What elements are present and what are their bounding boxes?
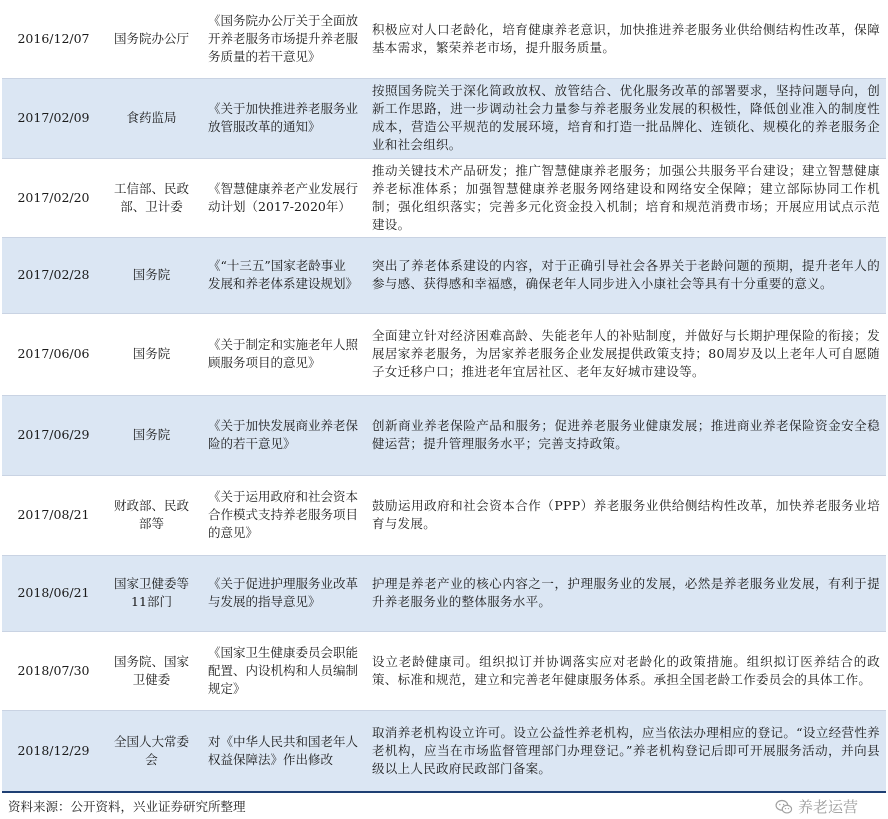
table-row xyxy=(2,475,886,555)
row-date: 2017/02/20 xyxy=(17,189,90,205)
table-row xyxy=(2,313,886,395)
row-document: 《关于运用政府和社会资本合作模式支持养老服务项目的意见》 xyxy=(208,489,359,540)
row-issuer: 国务院 xyxy=(132,267,171,282)
row-issuer: 国务院、国家卫健委 xyxy=(113,653,189,687)
policy-table-body xyxy=(2,0,886,792)
row-content: 护理是养老产业的核心内容之一，护理服务业的发展，必然是养老服务业发展，有利于提升养老服务业的整体服务水平。 xyxy=(372,576,880,609)
row-issuer: 国务院 xyxy=(132,346,171,361)
row-document: 《国务院办公厅关于全面放开养老服务市场提升养老服务质量的若干意见》 xyxy=(208,12,359,64)
row-content: 全面建立针对经济困难高龄、失能老年人的补贴制度，并做好与长期护理保险的衔接；发展居家养老服务，为居家养老服务企业发展提供政策支持；80周岁及以上老年人可自愿随子女迁移户口；推进老年宜居社区、老年友好城市建设等。 xyxy=(372,328,880,379)
row-issuer: 国务院 xyxy=(132,427,171,442)
row-date: 2018/06/21 xyxy=(17,585,90,600)
source-note: 资料来源：公开资料，兴业证券研究所整理 xyxy=(8,799,246,814)
row-date: 2016/12/07 xyxy=(17,30,90,46)
row-document: 《关于制定和实施老年人照顾服务项目的意见》 xyxy=(208,337,359,370)
table-row xyxy=(2,395,886,475)
row-document: 《智慧健康养老产业发展行动计划（2017-2020年） xyxy=(208,180,359,214)
watermark-text: 养老运营 xyxy=(797,798,858,816)
row-document: 《“十三五”国家老龄事业发展和养老体系建设规划》 xyxy=(208,258,359,291)
table-row xyxy=(2,78,886,158)
table-row xyxy=(2,710,886,792)
row-date: 2018/07/30 xyxy=(17,662,90,678)
row-issuer: 国家卫健委等11部门 xyxy=(113,576,189,609)
row-content: 鼓励运用政府和社会资本合作（PPP）养老服务业供给侧结构性改革，加快养老服务业培育与发展。 xyxy=(372,498,880,531)
row-content: 积极应对人口老龄化，培育健康养老意识，加快推进养老服务业供给侧结构性改革，保障基本需求，繁荣养老市场，提升服务质量。 xyxy=(372,21,880,55)
row-date: 2017/02/09 xyxy=(17,110,90,125)
row-issuer: 工信部、民政部、卫计委 xyxy=(113,180,189,214)
row-date: 2017/02/28 xyxy=(17,267,90,282)
row-date: 2017/06/29 xyxy=(17,427,90,442)
row-document: 对《中华人民共和国老年人权益保障法》作出修改 xyxy=(208,733,359,767)
watermark xyxy=(770,796,862,817)
policy-table xyxy=(2,0,886,793)
row-issuer: 全国人大常委会 xyxy=(113,733,189,767)
row-date: 2018/12/29 xyxy=(17,742,90,758)
row-document: 《关于促进护理服务业改革与发展的指导意见》 xyxy=(208,576,359,609)
table-row xyxy=(2,555,886,631)
row-document: 《关于加快发展商业养老保险的若干意见》 xyxy=(208,418,359,451)
row-document: 《国家卫生健康委员会职能配置、内设机构和人员编制规定》 xyxy=(208,644,359,696)
wechat-icon xyxy=(774,797,794,817)
row-issuer: 财政部、民政部等 xyxy=(113,498,189,531)
table-row xyxy=(2,631,886,710)
row-content: 设立老龄健康司。组织拟订并协调落实应对老龄化的政策措施。组织拟订医养结合的政策、标准和规范，建立和完善老年健康服务体系。承担全国老龄工作委员会的具体工作。 xyxy=(372,653,880,687)
row-content: 按照国务院关于深化简政放权、放管结合、优化服务改革的部署要求，坚持问题导向，创新工作思路，进一步调动社会力量参与养老服务业发展的积极性，降低创业准入的制度性成本，营造公平规范的发展环境，培育和打造一批品牌化、连锁化、规模化的养老服务企业和社会组织。 xyxy=(372,83,880,152)
row-issuer: 食药监局 xyxy=(126,110,177,125)
row-date: 2017/06/06 xyxy=(17,346,90,361)
table-row xyxy=(2,237,886,313)
table-row xyxy=(2,0,886,78)
table-row xyxy=(2,158,886,237)
row-content: 突出了养老体系建设的内容，对于正确引导社会各界关于老龄问题的预期，提升老年人的参与感、获得感和幸福感，确保老年人同步进入小康社会等具有十分重要的意义。 xyxy=(372,258,880,291)
row-date: 2017/08/21 xyxy=(17,507,90,522)
row-content: 创新商业养老保险产品和服务；促进养老服务业健康发展；推进商业养老保险资金安全稳健运营；提升管理服务水平；完善支持政策。 xyxy=(372,418,880,451)
row-content: 推动关键技术产品研发；推广智慧健康养老服务；加强公共服务平台建设；建立智慧健康养老标准体系；加强智慧健康养老服务网络建设和网络安全保障；建立部际协同工作机制；强化组织落实；完善多元化资金投入机制；培育和规范消费市场；开展应用试点示范建设。 xyxy=(372,162,880,232)
row-content: 取消养老机构设立许可。设立公益性养老机构，应当依法办理相应的登记。“设立经营性养老机构，应当在市场监督管理部门办理登记。”养老机构登记后即可开展服务活动，并向县级以上人民政府民政部门备案。 xyxy=(372,724,880,776)
row-issuer: 国务院办公厅 xyxy=(113,30,189,46)
row-document: 《关于加快推进养老服务业放管服改革的通知》 xyxy=(208,101,359,134)
